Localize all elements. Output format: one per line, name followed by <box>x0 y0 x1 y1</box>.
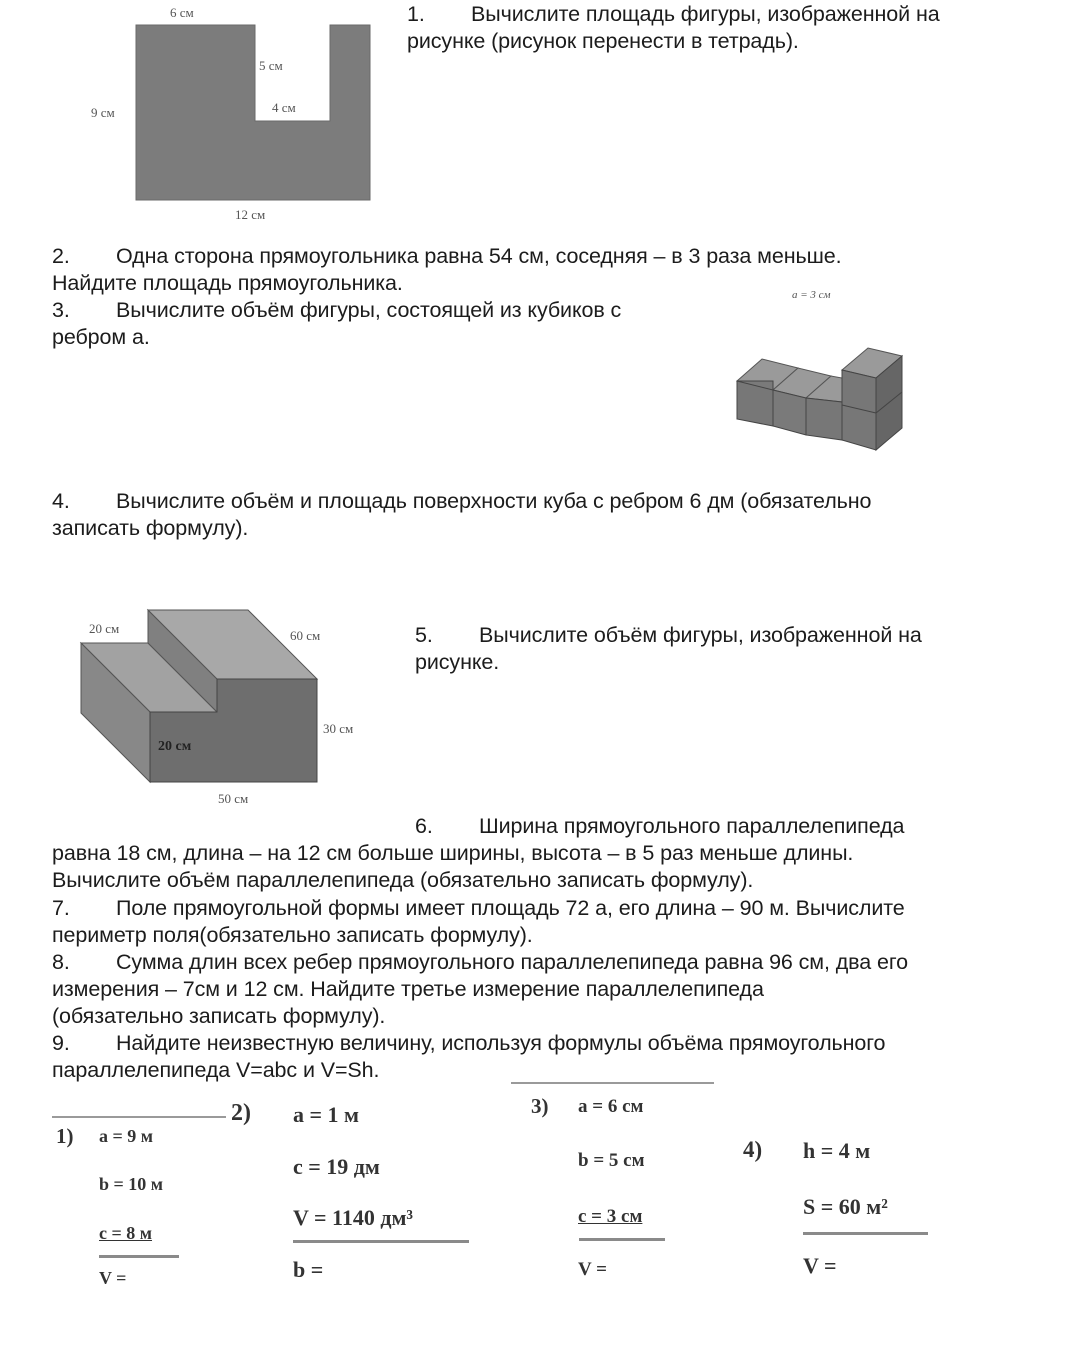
problem-number: 8. <box>52 950 70 974</box>
find: V = <box>803 1253 837 1278</box>
given-a: a = 6 см <box>578 1096 644 1117</box>
label-front: 20 см <box>158 739 192 754</box>
edge-label: a = 3 см <box>792 289 831 301</box>
given-c: c = 8 м <box>99 1223 153 1243</box>
problem-number: 1. <box>407 2 425 26</box>
label-top: 6 см <box>170 5 194 20</box>
label-left: 9 см <box>91 105 115 120</box>
find: V = <box>99 1268 127 1288</box>
cube-front-face <box>842 370 876 450</box>
problem-4: 4. Вычислите объём и площадь поверхности куба с ребром 6 дм (обязательно записать формулу). <box>52 489 872 540</box>
problem-6: 6. Ширина прямоугольного параллелепипеда равна 18 см, длина – на 12 см больше ширины, высота – в 5 раз меньше длины. Вычислите объём параллелепипеда (обязательно записать формулу). <box>52 814 905 892</box>
given-find-separator <box>99 1255 179 1258</box>
problem-number: 3. <box>52 298 70 322</box>
label-top-right: 60 см <box>290 628 321 643</box>
problem-number: 4. <box>52 489 70 513</box>
problem-number: 2. <box>52 244 70 268</box>
label-right: 30 см <box>323 721 354 736</box>
figure-5-stepped-block <box>70 595 390 815</box>
find: b = <box>293 1257 324 1282</box>
problem-number: 9. <box>52 1031 70 1055</box>
problem-number: 5. <box>415 623 433 647</box>
cube-front-face <box>773 390 806 435</box>
task-label: 4) <box>743 1137 763 1162</box>
task-label: 3) <box>531 1094 549 1118</box>
figure-3-cubes <box>720 280 920 460</box>
given-area: S = 60 м² <box>803 1194 888 1219</box>
label-top-left: 20 см <box>89 621 120 636</box>
given-b: b = 5 см <box>578 1150 645 1171</box>
problem-1: 1. Вычислите площадь фигуры, изображенной на рисунке (рисунок перенести в тетрадь). <box>407 2 940 53</box>
divider-line <box>511 1082 714 1084</box>
given-find-separator <box>803 1232 928 1235</box>
problem-5: 5. Вычислите объём фигуры, изображенной на рисунке. <box>415 623 922 674</box>
given-a: a = 9 м <box>99 1126 154 1146</box>
problem-8: 8. Сумма длин всех ребер прямоугольного параллелепипеда равна 96 см, два его измерения – 7см и 12 см. Найдите третье измерение параллелепипеда (обязательно записать формулу). <box>52 950 908 1028</box>
label-inner-bottom: 4 см <box>272 100 296 115</box>
given-volume: V = 1140 дм³ <box>293 1205 414 1230</box>
problem-7: 7. Поле прямоугольной формы имеет площадь 72 а, его длина – 90 м. Вычислите периметр поля(обязательно записать формулу). <box>52 896 905 947</box>
label-bottom: 50 см <box>218 791 249 806</box>
label-inner-side: 5 см <box>259 58 283 73</box>
problem-number: 6. <box>415 814 433 838</box>
u-shape-polygon <box>136 25 370 200</box>
find: V = <box>578 1259 607 1280</box>
task-label: 2) <box>231 1100 251 1126</box>
given-find-separator <box>579 1238 665 1241</box>
given-b: b = 10 м <box>99 1174 164 1194</box>
label-bottom: 12 см <box>235 207 266 222</box>
problem-2: 2. Одна сторона прямоугольника равна 54 см, соседняя – в 3 раза меньше. Найдите площадь прямоугольника. <box>52 244 842 295</box>
problem-number: 7. <box>52 896 70 920</box>
divider-line <box>52 1116 226 1118</box>
given-h: h = 4 м <box>803 1138 871 1163</box>
given-c: c = 19 дм <box>293 1154 380 1179</box>
cube-front-face <box>806 398 842 440</box>
figure-1-u-shape <box>80 0 400 230</box>
given-find-separator <box>293 1240 469 1243</box>
problem-3: 3. Вычислите объём фигуры, состоящей из кубиков с ребром а. <box>52 298 622 349</box>
given-c: c = 3 см <box>578 1206 643 1227</box>
task-label: 1) <box>56 1124 74 1148</box>
problem-9: 9. Найдите неизвестную величину, используя формулы объёма прямоугольного параллелепипеда V=abc и V=Sh. <box>52 1031 886 1082</box>
given-a: a = 1 м <box>293 1102 360 1127</box>
